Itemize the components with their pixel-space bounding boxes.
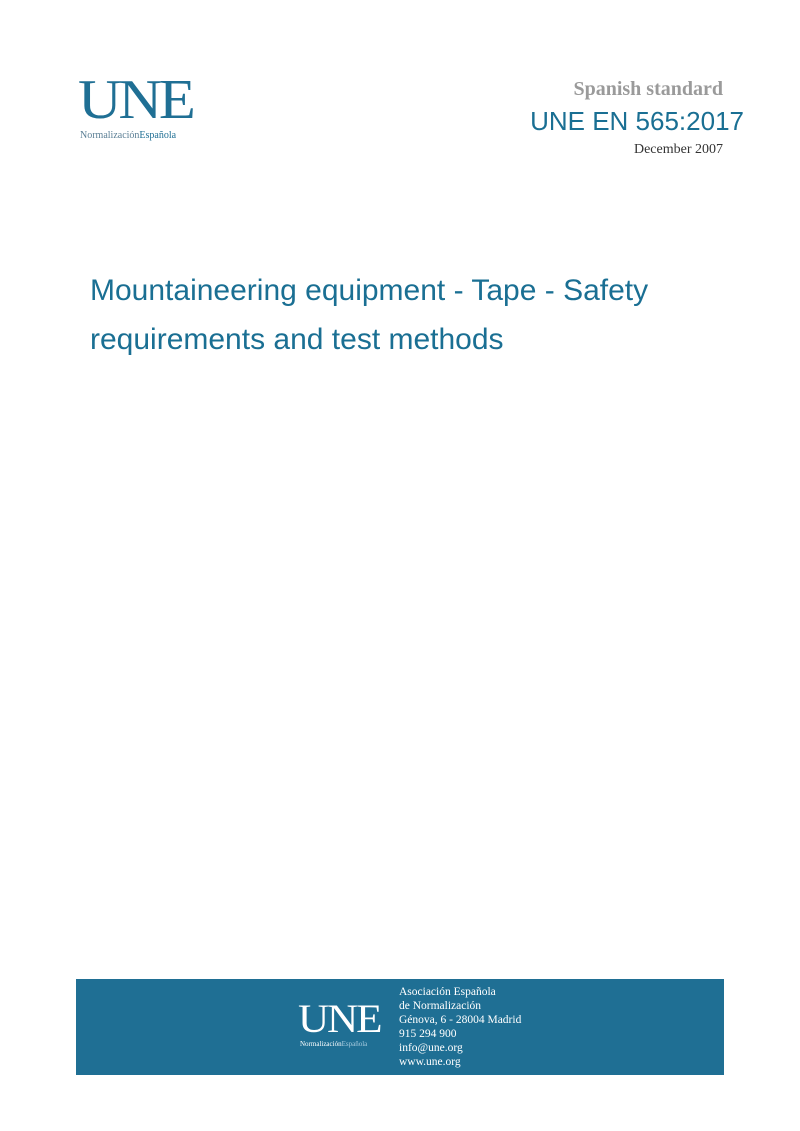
standard-code: UNE EN 565:2017 <box>530 106 744 136</box>
address-email-link[interactable]: info@une.org <box>399 1042 463 1054</box>
footer-une-logo-tagline <box>300 1040 367 1048</box>
address-street: Génova, 6 - 28004 Madrid <box>399 1014 522 1026</box>
document-title-line1: Mountaineering equipment - Tape - Safety <box>90 274 649 307</box>
footer-une-logo-tagline-part1: Normalización <box>300 1040 342 1048</box>
address-phone: 915 294 900 <box>399 1028 457 1040</box>
une-logo-tagline-part2: Española <box>139 130 177 141</box>
standard-kind: Spanish standard <box>573 78 723 100</box>
une-logo-mark: UNE <box>78 69 193 131</box>
address-org-line1: Asociación Española <box>399 986 496 998</box>
address-website-link[interactable]: www.une.org <box>399 1056 461 1068</box>
footer-une-logo <box>298 996 388 1059</box>
une-logo-tagline <box>80 130 176 141</box>
une-logo <box>78 69 198 146</box>
footer-une-logo-mark: UNE <box>298 996 381 1041</box>
footer-une-logo-tagline-part2: Española <box>341 1040 368 1048</box>
standard-date: December 2007 <box>633 142 723 157</box>
footer-band <box>76 979 724 1075</box>
footer-address <box>399 985 521 1069</box>
document-title <box>90 266 730 364</box>
une-logo-tagline-part1: Normalización <box>80 130 140 141</box>
document-title-line2: requirements and test methods <box>90 323 504 356</box>
address-org-line2: de Normalización <box>399 1000 482 1012</box>
